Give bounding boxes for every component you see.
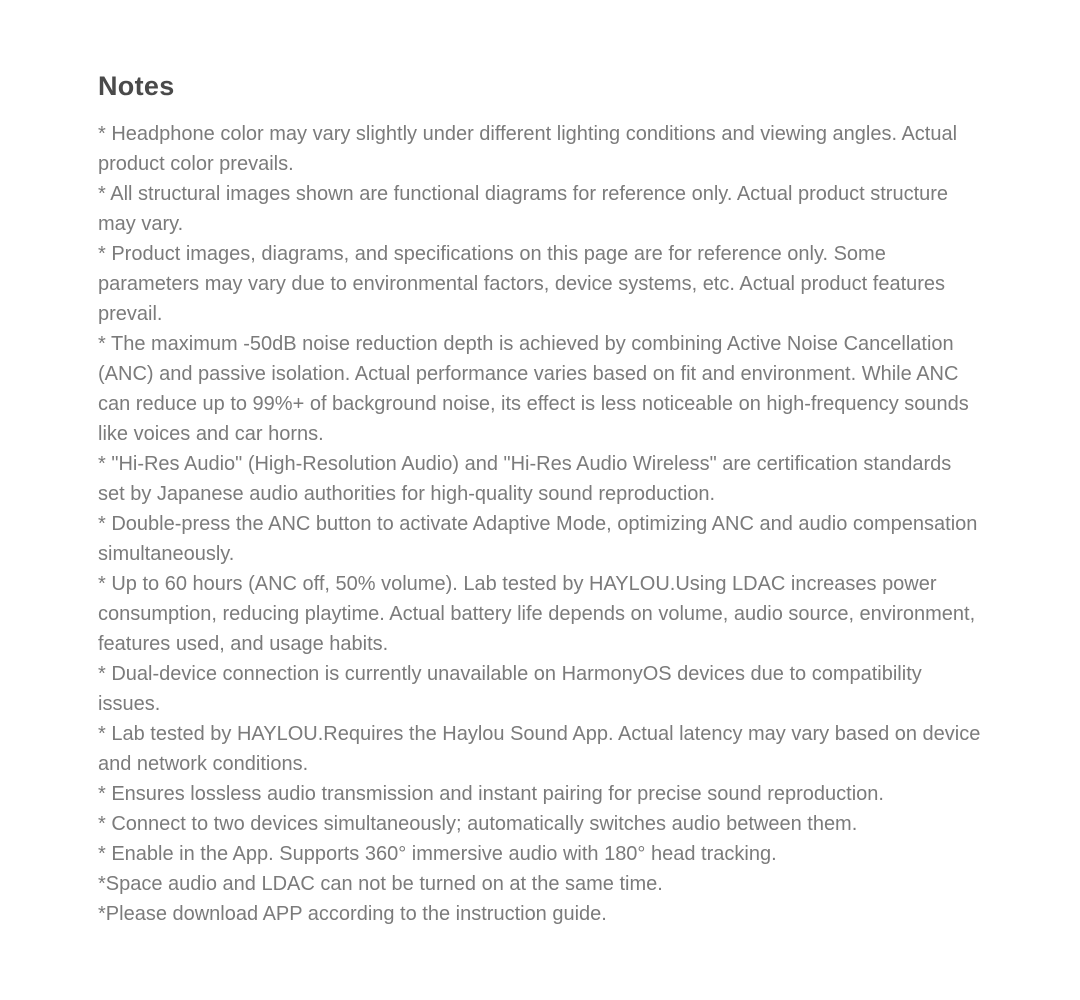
section-title: Notes	[98, 71, 175, 101]
note-item-battery-life: * Up to 60 hours (ANC off, 50% volume). Lab tested by HAYLOU.Using LDAC increases power consumption, reducing playtime. Actual battery life depends on volume, audio source, environment, features used, and usage habits.	[98, 573, 976, 655]
note-item-product-images: * Product images, diagrams, and specifications on this page are for reference only. Some parameters may vary due to environmental factors, device systems, etc. Actual product features prevail.	[98, 243, 946, 325]
note-item-latency: * Lab tested by HAYLOU.Requires the Haylou Sound App. Actual latency may vary based on device and network conditions.	[98, 723, 981, 775]
note-item-structural-images: * All structural images shown are functional diagrams for reference only. Actual product structure may vary.	[98, 183, 949, 235]
notes-list	[98, 119, 982, 929]
note-item-space-audio-ldac: *Space audio and LDAC can not be turned on at the same time.	[98, 873, 663, 895]
note-item-headphone-color: * Headphone color may vary slightly under different lighting conditions and viewing angles. Actual product color prevails.	[98, 123, 958, 175]
note-item-dual-device-harmonyos: * Dual-device connection is currently unavailable on HarmonyOS devices due to compatibility issues.	[98, 663, 922, 715]
note-item-lossless-audio: * Ensures lossless audio transmission and instant pairing for precise sound reproduction.	[98, 783, 884, 805]
note-item-two-devices: * Connect to two devices simultaneously; automatically switches audio between them.	[98, 813, 858, 835]
note-item-noise-reduction: * The maximum -50dB noise reduction depth is achieved by combining Active Noise Cancellation (ANC) and passive isolation. Actual performance varies based on fit and environment. While ANC can reduce up to 99%+ of background noise, its effect is less noticeable on high-frequency sounds like voices and car horns.	[98, 333, 969, 445]
note-item-space-audio: * Enable in the App. Supports 360° immersive audio with 180° head tracking.	[98, 843, 777, 865]
note-item-download-app: *Please download APP according to the instruction guide.	[98, 903, 607, 925]
note-item-hires-audio: * "Hi-Res Audio" (High-Resolution Audio) and "Hi-Res Audio Wireless" are certification standards set by Japanese audio authorities for high-quality sound reproduction.	[98, 453, 952, 505]
note-item-adaptive-mode: * Double-press the ANC button to activate Adaptive Mode, optimizing ANC and audio compensation simultaneously.	[98, 513, 978, 565]
